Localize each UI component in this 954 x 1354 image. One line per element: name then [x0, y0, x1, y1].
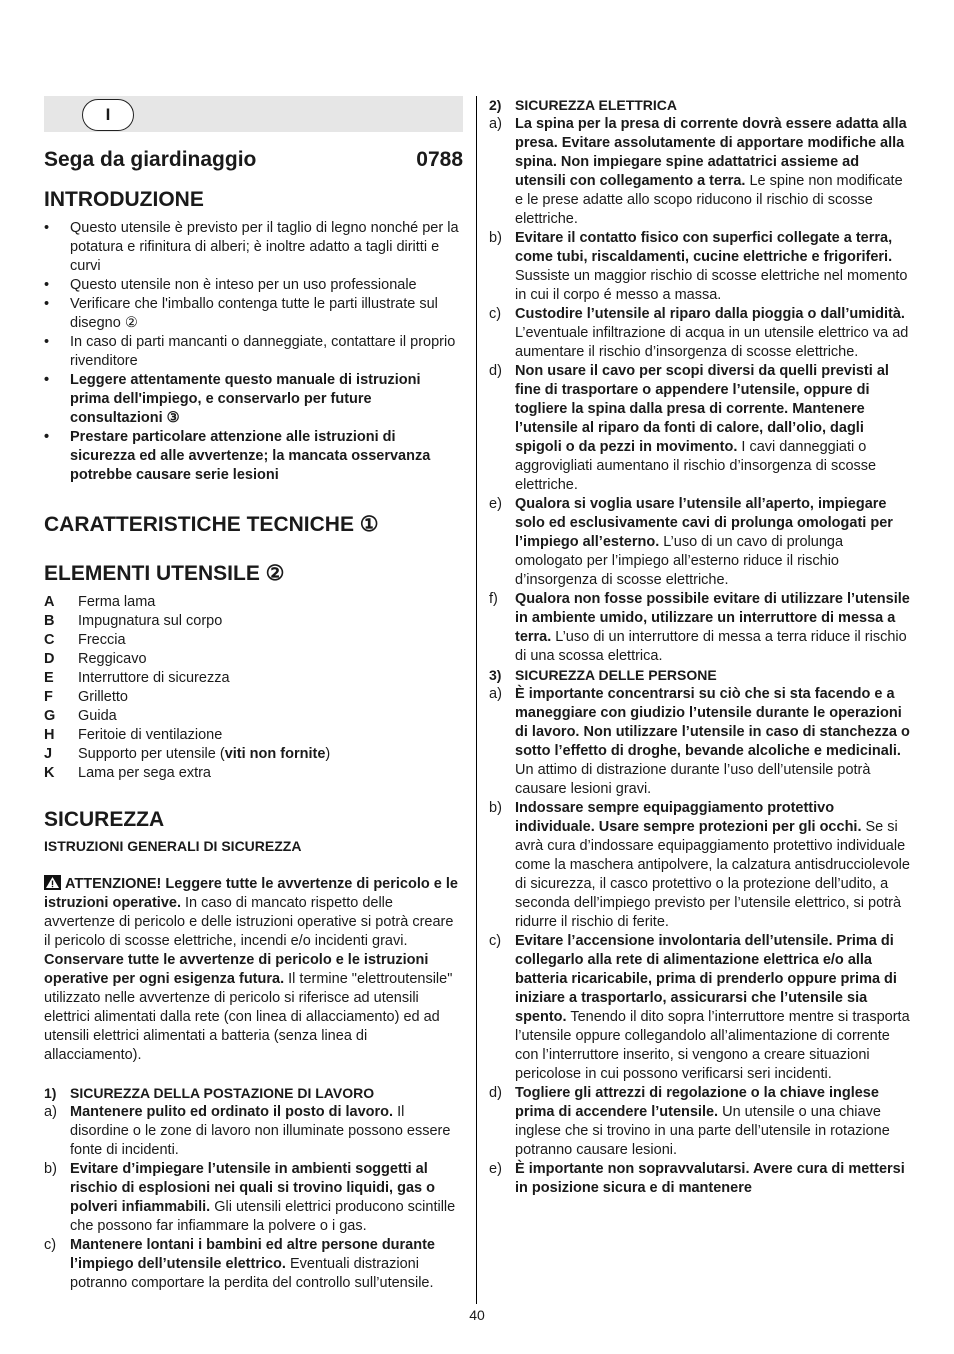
section-heading [489, 666, 911, 685]
warning-bold-2: Conservare tutte le avvertenze di pericolo e le istruzioni operative per ogni esigenza futura. [44, 952, 429, 987]
section-heading [489, 96, 911, 115]
part-label [78, 745, 330, 764]
part-row [44, 764, 463, 783]
part-key: K [44, 765, 55, 781]
part-key: J [44, 746, 53, 762]
right-sections [489, 96, 911, 1198]
safety-section [44, 1084, 463, 1293]
item-body [515, 115, 911, 229]
item-bold-text: Non usare il cavo per scopi diversi da quelli previsti al fine di trasportare o appendere l’utensile, oppure di togliere la spina dalla presa di corrente. Mantenere l’utensile al riparo da fonti di calore, dall’olio, dagli spigoli o da pezzi in movimento. [515, 363, 889, 455]
section-heading [44, 1084, 463, 1103]
section-item [489, 799, 911, 932]
item-body [515, 1160, 911, 1198]
section-item [489, 495, 911, 590]
section-item [44, 1103, 463, 1160]
item-text: Le spine non modificate e le prese adatte allo scopo riducono il rischio di scosse elettriche. [515, 173, 903, 227]
warning-paragraph [44, 875, 463, 1065]
part-key: H [44, 727, 55, 743]
item-text: Tenendo il dito sopra l’interruttore mentre si trasporta l’utensile oppure collegandolo all’alimentazione di corrente con l’interruttore inserito, si vengono a creare situazioni pericolose in cui possono verificarsi seri incidenti. [515, 1009, 910, 1082]
item-bold-text: Mantenere lontani i bambini ed altre persone durante l’impiego dell’utensile elettrico. [70, 1237, 435, 1272]
section-item [489, 362, 911, 495]
item-letter: a) [489, 686, 502, 702]
section-item [489, 229, 911, 305]
item-text: Eventuali distrazioni potranno comportare la perdita del controllo sull’utensile. [70, 1256, 434, 1291]
part-key: G [44, 708, 56, 724]
item-body [515, 932, 911, 1084]
part-label-text: Grilletto [78, 689, 128, 705]
part-label-text: Guida [78, 708, 117, 724]
part-label-text: Ferma lama [78, 594, 156, 610]
warning-text-2: Il termine "elettroutensile" utilizzato nelle avvertenze di pericolo si riferisce ad utensili elettrici alimentati dalla rete (con linea di allacciamento) ed ad utensili elettrici alimentati a batteria (senza linea di allacciamento). [44, 971, 453, 1063]
item-text: L’uso di un interruttore di messa a terra riduce il rischio di una scossa elettrica. [515, 629, 907, 664]
intro-item: • In caso di parti mancanti o danneggiate, contattare il proprio rivenditore [44, 333, 463, 371]
item-text: Sussiste un maggior rischio di scosse elettriche nel momento in cui il corpo é messo a massa. [515, 268, 908, 303]
section-item [489, 932, 911, 1084]
section-item [489, 305, 911, 362]
part-label [78, 688, 128, 707]
section-number: 1) [44, 1085, 57, 1101]
elements-heading: ELEMENTI UTENSILE ② [44, 562, 285, 585]
item-letter: d) [489, 1085, 502, 1101]
item-body [70, 1236, 463, 1293]
section-item [44, 1236, 463, 1293]
part-row [44, 631, 463, 650]
part-label [78, 764, 211, 783]
column-divider [476, 96, 477, 1304]
section-title: SICUREZZA DELLE PERSONE [515, 667, 717, 683]
item-letter: c) [489, 933, 502, 949]
item-letter: b) [489, 230, 502, 246]
section-item [489, 1160, 911, 1198]
item-letter: a) [44, 1104, 57, 1120]
safety-section [489, 666, 911, 1198]
intro-heading: INTRODUZIONE [44, 188, 204, 211]
item-letter: e) [489, 1161, 502, 1177]
item-text: Gli utensili elettrici producono scintille che possono far infiammare la polvere o i gas. [70, 1199, 456, 1234]
item-bold-text: Qualora non fosse possibile evitare di utilizzare l’utensile in ambiente umido, utilizzare un interruttore di messa a terra. [515, 591, 910, 645]
item-bold-text: Mantenere pulito ed ordinato il posto di lavoro. [70, 1104, 394, 1120]
warning-text-1: In caso di mancato rispetto delle avvertenze di pericolo e delle istruzioni operative si potrà creare il pericolo di scosse elettriche, incendi e/o incidenti gravi. [44, 895, 454, 949]
part-row [44, 669, 463, 688]
item-body [70, 1103, 463, 1160]
item-body [515, 229, 911, 305]
item-text: L’uso di un cavo di prolunga omologato per l’impiego all’esterno riduce il rischio d’insorgenza di scosse elettriche. [515, 534, 844, 588]
intro-item: • Verificare che l'imballo contenga tutte le parti illustrate sul disegno ② [44, 295, 463, 333]
part-row [44, 612, 463, 631]
part-label [78, 612, 222, 631]
part-key: A [44, 594, 55, 610]
item-bold-text: Evitare il contatto fisico con superfici collegate a terra, come tubi, riscaldamenti, cucine elettriche e frigoriferi. [515, 230, 893, 265]
part-label-text: Interruttore di sicurezza [78, 670, 230, 686]
part-label-tail: ) [325, 746, 331, 762]
section-number: 2) [489, 97, 502, 113]
section-item [489, 590, 911, 666]
item-bold-text: Evitare d’impiegare l’utensile in ambienti soggetti al rischio di esplosioni nei quali si trovino liquidi, gas o polveri infiammabili. [70, 1161, 435, 1215]
item-bold-text: Evitare l’accensione involontaria dell’utensile. Prima di collegarlo alla rete di alimentazione elettrica e/o alla batteria ricaricabile, prima di prenderlo oppure prima di iniziare a trasportarlo, assicurarsi che l’utensile sia spento. [515, 933, 897, 1025]
item-letter: e) [489, 496, 502, 512]
item-bold-text: La spina per la presa di corrente dovrà essere adatta alla presa. Evitare assolutamente di apportare modifiche alla spina. Non impiegare spine adattatrici assieme ad utensili con collegamento a terra. [515, 116, 907, 189]
section-item [44, 1160, 463, 1236]
item-body [515, 685, 911, 799]
part-label [78, 669, 230, 688]
part-label [78, 726, 222, 745]
section-item [489, 1084, 911, 1160]
section-item [489, 685, 911, 799]
tech-heading: CARATTERISTICHE TECNICHE ① [44, 513, 379, 536]
warning-icon [44, 875, 61, 890]
safety-subheading: ISTRUZIONI GENERALI DI SICUREZZA [44, 838, 302, 854]
item-letter: a) [489, 116, 502, 132]
part-label-text: Reggicavo [78, 651, 147, 667]
part-row [44, 688, 463, 707]
part-label-text: Supporto per utensile ( [78, 746, 225, 762]
part-row [44, 726, 463, 745]
item-letter: b) [489, 800, 502, 816]
part-label-text: Lama per sega extra [78, 765, 211, 781]
part-label [78, 707, 117, 726]
page-number: 40 [469, 1307, 485, 1323]
part-key: B [44, 613, 55, 629]
item-body [515, 305, 911, 362]
left-column [44, 96, 463, 1293]
part-row [44, 745, 463, 764]
item-letter: c) [44, 1237, 57, 1253]
part-key: D [44, 651, 55, 667]
part-label-text: Freccia [78, 632, 126, 648]
product-title [44, 147, 463, 173]
item-body [70, 1160, 463, 1236]
item-text: I cavi danneggiati o aggrovigliati aumentano il rischio d’insorgenza di scosse elettriche. [515, 439, 877, 493]
part-label-text: Feritoie di ventilazione [78, 727, 223, 743]
part-row [44, 707, 463, 726]
intro-item: • Prestare particolare attenzione alle istruzioni di sicurezza ed alle avvertenze; la mancata osservanza potrebbe causare serie lesioni [44, 428, 463, 485]
item-bold-text: Custodire l’utensile al riparo dalla pioggia o dall’umidità. [515, 306, 905, 322]
section-title: SICUREZZA DELLA POSTAZIONE DI LAVORO [70, 1085, 375, 1101]
item-letter: c) [489, 306, 502, 322]
item-letter: b) [44, 1161, 57, 1177]
item-body [515, 799, 911, 932]
warning-bold-1: ATTENZIONE! Leggere tutte le avvertenze di pericolo e le istruzioni operative. [44, 876, 458, 911]
item-bold-text: Togliere gli attrezzi di regolazione o la chiave inglese prima di accendere l’utensile. [515, 1085, 879, 1120]
item-text: Se si avrà cura d’indossare equipaggiamento protettivo individuale come la maschera antipolvere, la calzatura antisdrucciolevole di sicurezza, il casco protettivo o la protezione dell’udito, a seconda dell’impiego previsto per l’utensile elettrico, si potrà ridurre il rischio di ferite. [515, 819, 910, 930]
intro-item: • Leggere attentamente questo manuale di istruzioni prima dell'impiego, e conservarlo per future consultazioni ③ [44, 371, 463, 428]
item-body [515, 362, 911, 495]
product-model: 0788 [416, 148, 463, 171]
right-column [489, 96, 911, 1198]
part-label-text: Impugnatura sul corpo [78, 613, 223, 629]
part-row [44, 593, 463, 612]
part-label [78, 650, 147, 669]
section-number: 3) [489, 667, 502, 683]
item-text: Un attimo di distrazione durante l’uso dell’utensile potrà causare lesioni gravi. [515, 762, 871, 797]
part-key: F [44, 689, 53, 705]
parts-list [44, 593, 463, 783]
section-title: SICUREZZA ELETTRICA [515, 97, 678, 113]
item-text: Un utensile o una chiave inglese che si trovino in una parte dell’utensile in rotazione potranno causare lesioni. [515, 1104, 890, 1158]
item-bold-text: Indossare sempre equipaggiamento protettivo individuale. Usare sempre protezioni per gli occhi. [515, 800, 862, 835]
intro-item: • Questo utensile è previsto per il taglio di legno nonché per la potatura e rifinitura di alberi; è inoltre adatto a tagli diritti e curvi [44, 219, 463, 276]
part-label [78, 593, 155, 612]
part-label-bold: viti non fornite [224, 746, 326, 762]
product-name: Sega da giardinaggio [44, 148, 257, 171]
language-bar [44, 96, 463, 132]
item-body [515, 590, 911, 666]
item-body [515, 495, 911, 590]
section-item [489, 115, 911, 229]
part-label [78, 631, 126, 650]
item-text: L’eventuale infiltrazione di acqua in un utensile elettrico va ad aumentare il rischio d’insorgenza di scosse elettriche. [515, 325, 909, 360]
item-bold-text: È importante concentrarsi su ciò che si sta facendo e a maneggiare con giudizio l’utensile durante le operazioni di lavoro. Non utilizzare l’utensile in caso di stanchezza o sotto l’effetto di droghe, bevande alcoliche e medicinali. [515, 686, 910, 759]
intro-item: • Questo utensile non è inteso per un uso professionale [44, 276, 463, 295]
item-body [515, 1084, 911, 1160]
item-bold-text: Qualora si voglia usare l’utensile all’aperto, impiegare solo ed esclusivamente cavi di prolunga omologati per l’impiego all’esterno. [515, 496, 893, 550]
item-letter: d) [489, 363, 502, 379]
language-badge: I [82, 99, 134, 131]
item-text: Il disordine o le zone di lavoro non illuminate possono essere fonte di incidenti. [70, 1104, 451, 1158]
item-letter: f) [489, 591, 498, 607]
part-row [44, 650, 463, 669]
part-key: C [44, 632, 55, 648]
intro-list [44, 219, 463, 485]
item-bold-text: È importante non sopravvalutarsi. Avere cura di mettersi in posizione sicura e di mantenere [515, 1161, 905, 1196]
safety-section [489, 96, 911, 666]
workplace-section [44, 1084, 463, 1293]
safety-heading: SICUREZZA [44, 808, 165, 831]
part-key: E [44, 670, 54, 686]
